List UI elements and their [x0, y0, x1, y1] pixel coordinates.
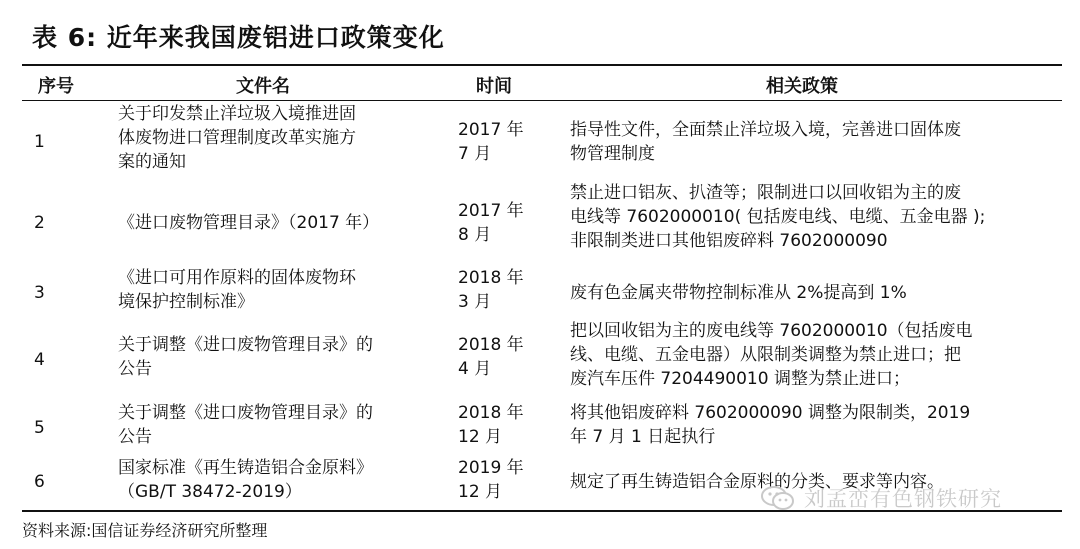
row-2-policy-line: 非限制类进口其他铝废碎料 7602000090	[570, 231, 888, 251]
row-3-policy-line: 废有色金属夹带物控制标准从 2%提高到 1%	[570, 283, 907, 303]
row-2-policy	[570, 181, 1055, 253]
row-6-time-line: 12 月	[458, 482, 503, 502]
row-1-policy-line: 物管理制度	[570, 144, 655, 164]
header-time: 时间	[476, 76, 512, 97]
header-num: 序号	[38, 76, 74, 97]
row-1-name-line: 案的通知	[118, 152, 186, 172]
row-4-time-line: 4 月	[458, 359, 492, 379]
row-6-name-line: 国家标准《再生铸造铝合金原料》	[118, 458, 373, 478]
row-5-name	[118, 401, 438, 449]
header-rule	[22, 100, 1062, 101]
row-4-policy	[570, 319, 1055, 391]
row-1-time	[458, 118, 548, 166]
row-4-time-line: 2018 年	[458, 335, 524, 355]
row-1-name-line: 体废物进口管理制度改革实施方	[118, 128, 356, 148]
row-1-time-line: 2017 年	[458, 120, 524, 140]
row-2-time	[458, 199, 548, 247]
row-6-num: 6	[34, 472, 45, 492]
wechat-icon	[760, 485, 796, 511]
row-5-num: 5	[34, 418, 45, 438]
source-note: 资料来源:国信证券经济研究所整理	[22, 521, 268, 540]
row-1-name	[118, 102, 438, 174]
row-3-time	[458, 266, 548, 314]
row-5-policy	[570, 401, 1055, 449]
row-5-policy-line: 将其他铝废碎料 7602000090 调整为限制类，2019	[570, 403, 971, 423]
row-5-policy-line: 年 7 月 1 日起执行	[570, 427, 716, 447]
header-policy: 相关政策	[766, 76, 838, 97]
row-4-name-line: 关于调整《进口废物管理目录》的	[118, 335, 373, 355]
row-2-policy-line: 禁止进口铝灰、扒渣等；限制进口以回收铝为主的废	[570, 183, 961, 203]
row-4-time	[458, 333, 548, 381]
row-2-time-line: 8 月	[458, 225, 492, 245]
row-1-policy	[570, 118, 1055, 166]
row-3-name-line: 境保护控制标准》	[118, 292, 254, 312]
row-3-time-line: 2018 年	[458, 268, 524, 288]
row-5-time-line: 12 月	[458, 427, 503, 447]
row-5-time	[458, 401, 548, 449]
row-4-name	[118, 333, 438, 381]
row-6-name-line: （GB/T 38472-2019）	[118, 482, 302, 502]
row-2-name	[118, 211, 438, 235]
row-4-name-line: 公告	[118, 359, 152, 379]
row-1-num: 1	[34, 132, 45, 152]
row-3-time-line: 3 月	[458, 292, 492, 312]
row-3-name-line: 《进口可用作原料的固体废物环	[118, 268, 356, 288]
row-1-policy-line: 指导性文件，全面禁止洋垃圾入境，完善进口固体废	[570, 120, 961, 140]
row-6-time-line: 2019 年	[458, 458, 524, 478]
row-6-time	[458, 456, 548, 504]
header-name: 文件名	[236, 76, 290, 97]
row-6-name	[118, 456, 438, 504]
row-4-policy-line: 把以回收铝为主的废电线等 7602000010（包括废电	[570, 321, 973, 341]
row-1-time-line: 7 月	[458, 144, 492, 164]
row-1-name-line: 关于印发禁止洋垃圾入境推进固	[118, 104, 356, 124]
row-4-policy-line: 废汽车压件 7204490010 调整为禁止进口；	[570, 369, 910, 389]
row-2-num: 2	[34, 213, 45, 233]
row-3-name	[118, 266, 438, 314]
row-5-name-line: 公告	[118, 427, 152, 447]
row-3-policy	[570, 281, 1055, 305]
watermark-text: 刘孟峦有色钢铁研究	[804, 487, 1002, 511]
row-5-name-line: 关于调整《进口废物管理目录》的	[118, 403, 373, 423]
row-4-num: 4	[34, 350, 45, 370]
row-6-policy-line: 规定了再生铸造铝合金原料的分类、要求等内容。	[570, 472, 944, 492]
table-top-rule	[22, 64, 1062, 66]
row-4-policy-line: 线、电缆、五金电器）从限制类调整为禁止进口；把	[570, 345, 961, 365]
row-5-time-line: 2018 年	[458, 403, 524, 423]
row-3-num: 3	[34, 283, 45, 303]
row-2-policy-line: 电线等 7602000010( 包括废电线、电缆、五金电器 );	[570, 207, 986, 227]
row-2-name-line: 《进口废物管理目录》（2017 年）	[118, 213, 380, 233]
table-title: 表 6: 近年来我国废铝进口政策变化	[32, 23, 445, 52]
row-2-time-line: 2017 年	[458, 201, 524, 221]
watermark	[760, 483, 1002, 513]
